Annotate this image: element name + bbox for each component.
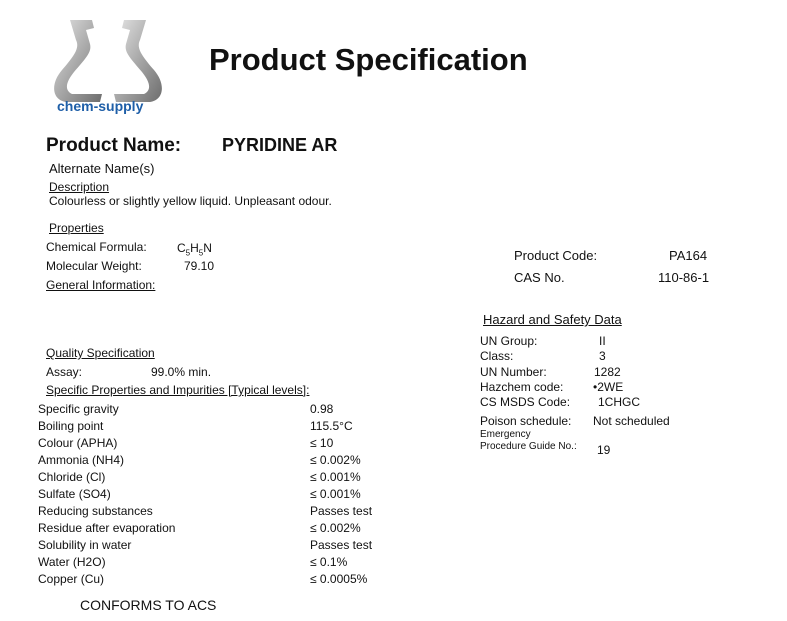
product-code: PA164 [669,248,708,263]
product-name-label: Product Name: [46,135,182,156]
impurity-name: Reducing substances [38,504,153,518]
erg-label-2: Procedure Guide No.: [480,441,577,452]
impurity-value: ≤ 10 [310,436,334,450]
page-title: Product Specification [209,42,528,77]
general-info-heading: General Information: [46,278,156,292]
erg-label-1: Emergency [480,429,531,440]
class-label: Class: [480,349,514,363]
logo-text: chem-supply [57,98,144,114]
impurity-name: Residue after evaporation [38,521,176,535]
formula-label: Chemical Formula: [46,240,147,254]
class-value: 3 [599,349,606,363]
impurity-value: ≤ 0.001% [310,487,361,501]
un-group: II [599,334,606,348]
cs-msds-label: CS MSDS Code: [480,395,571,409]
impurity-name: Copper (Cu) [38,572,105,586]
quality-heading: Quality Specification [46,346,155,360]
description-heading: Description [49,180,110,194]
assay-value: 99.0% min. [151,365,212,379]
hazard-heading: Hazard and Safety Data [483,312,622,327]
cas-number: 110-86-1 [658,270,710,285]
properties-heading: Properties [49,221,104,235]
impurity-name: Boiling point [38,419,104,433]
impurity-value: 115.5°C [310,419,353,433]
chemical-formula: $C_5H_5N$ [177,241,212,258]
impurity-value: 0.98 [310,402,334,416]
poison-schedule: Not scheduled [593,414,670,428]
molecular-weight: 79.10 [184,259,215,273]
impurity-name: Sulfate (SO4) [38,487,111,501]
description-text: Colourless or slightly yellow liquid. Unpleasant odour. [49,194,332,208]
impurity-value: ≤ 0.002% [310,521,361,535]
impurities-heading: Specific Properties and Impurities [Typical levels]: [46,383,310,397]
impurity-value: ≤ 0.001% [310,470,361,484]
hazchem-label: Hazchem code: [480,380,564,394]
impurity-value: Passes test [310,538,373,552]
un-number-label: UN Number: [480,365,547,379]
impurity-value: ≤ 0.1% [310,555,348,569]
un-group-label: UN Group: [480,334,538,348]
cas-label: CAS No. [514,270,565,285]
impurity-name: Chloride (Cl) [38,470,106,484]
impurity-name: Ammonia (NH4) [38,453,125,467]
impurity-value: Passes test [310,504,373,518]
hazchem-code: •2WE [593,380,624,394]
erg-number: 19 [597,443,611,457]
product-code-label: Product Code: [514,248,598,263]
un-number: 1282 [594,365,621,379]
product-name: PYRIDINE AR [222,135,338,155]
assay-label: Assay: [46,365,83,379]
mw-label: Molecular Weight: [46,259,142,273]
alternate-names-label: Alternate Name(s) [49,161,155,176]
impurity-name: Water (H2O) [38,555,106,569]
impurity-value: ≤ 0.0005% [310,572,368,586]
cs-msds-code: 1CHGC [598,395,641,409]
impurity-name: Solubility in water [38,538,132,552]
poison-label: Poison schedule: [480,414,572,428]
conforms-statement: CONFORMS TO ACS [80,597,217,613]
impurity-value: ≤ 0.002% [310,453,361,467]
impurity-name: Specific gravity [38,402,119,416]
impurity-name: Colour (APHA) [38,436,118,450]
